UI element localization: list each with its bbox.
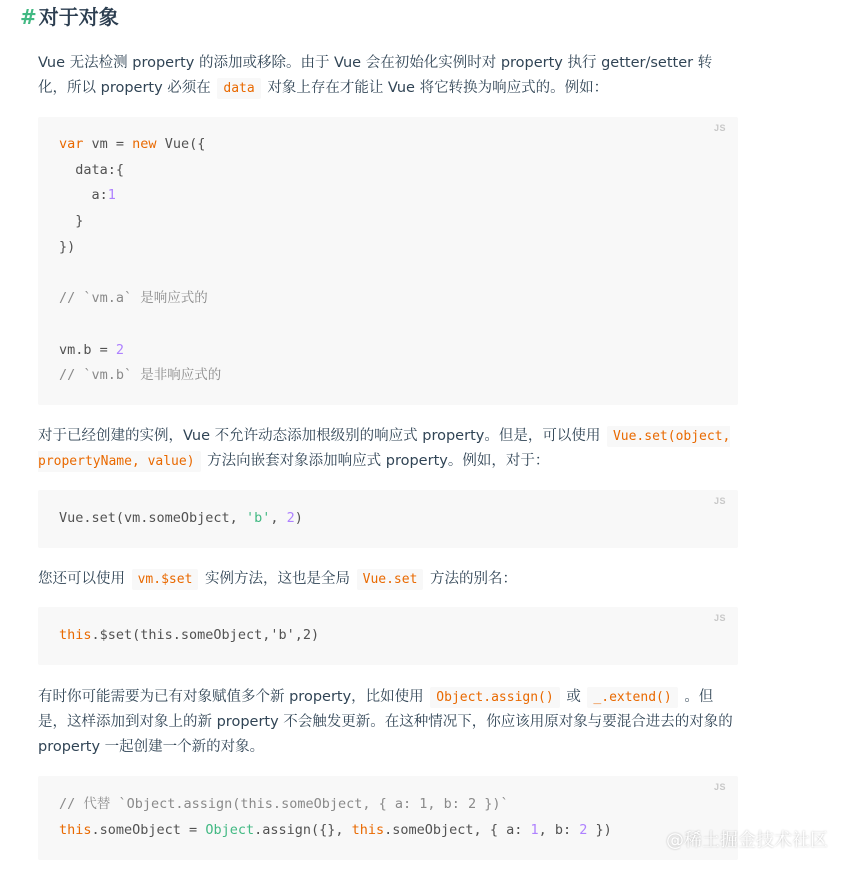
- inline-code-vue-set-global: Vue.set: [357, 569, 424, 590]
- inline-code-vm-set: vm.$set: [132, 569, 199, 590]
- inline-code-extend: _.extend(): [587, 687, 677, 708]
- code-text: ): [294, 510, 303, 526]
- code-text: a:: [59, 187, 108, 204]
- code-text: Vue.set(vm.someObject,: [59, 510, 246, 526]
- paragraph-text: 对象上存在才能让 Vue 将它转换为响应式的。例如：: [267, 80, 609, 96]
- code-language-label: JS: [713, 123, 726, 133]
- paragraph-intro: [38, 51, 738, 101]
- paragraph-vue-set: [38, 424, 738, 474]
- code-keyword: this: [59, 821, 92, 838]
- code-comment: // 代替 `Object.assign(this.someObject, { a: 1, b: 2 })`: [59, 796, 509, 812]
- code-keyword: new: [132, 136, 157, 152]
- code-keyword: this: [59, 627, 92, 643]
- code-language-label: JS: [713, 782, 726, 792]
- paragraph-text: 实例方法，这也是全局: [205, 571, 351, 587]
- code-text: , b:: [538, 821, 580, 838]
- code-number: 1: [530, 821, 539, 838]
- code-block-example-3: [38, 607, 738, 665]
- code-content: [38, 607, 738, 649]
- code-text: .assign({},: [254, 821, 352, 838]
- heading-title: 对于对象: [38, 5, 119, 29]
- code-text: vm =: [83, 136, 133, 152]
- paragraph-text: 有时你可能需要为已有对象赋值多个新 property，比如使用: [38, 689, 424, 705]
- inline-code-object-assign: Object.assign(): [430, 687, 559, 708]
- code-comment: // `vm.a` 是响应式的: [59, 290, 208, 307]
- code-text: .someObject, { a:: [384, 821, 531, 838]
- code-text: }: [59, 213, 84, 230]
- inline-code-vue-set: Vue.set(object, propertyName, value): [38, 426, 730, 472]
- heading-anchor-link[interactable]: #: [20, 5, 37, 29]
- paragraph-text: 方法的别名：: [430, 571, 518, 587]
- code-text: Vue({: [156, 136, 206, 152]
- code-block-example-2: [38, 490, 738, 548]
- code-text: vm.b =: [59, 341, 116, 358]
- code-text: data:{: [59, 161, 125, 178]
- code-comment: // `vm.b` 是非响应式的: [59, 367, 222, 384]
- code-string: 'b': [245, 510, 271, 526]
- code-text: }): [59, 238, 76, 255]
- code-number: 2: [286, 510, 295, 526]
- code-text: .$set(this.someObject,'b',2): [91, 627, 320, 643]
- paragraph-text: 或: [566, 689, 581, 705]
- code-text: .someObject =: [91, 821, 206, 838]
- code-keyword: var: [59, 136, 84, 152]
- section-heading: [20, 4, 119, 30]
- inline-code-data: data: [217, 78, 260, 99]
- paragraph-object-assign: [38, 685, 738, 760]
- paragraph-vm-set: [38, 567, 738, 592]
- code-block-example-4: [38, 776, 738, 860]
- code-content: [38, 490, 738, 532]
- paragraph-text: 。但是，这样添加到对象上的新 property 不会触发更新。在这种情况下，你应该用原对象与要混合进去的对象的 property 一起创建一个新的对象。: [38, 689, 733, 755]
- code-text: ,: [270, 510, 287, 526]
- code-language-label: JS: [713, 613, 726, 623]
- watermark: @稀土掘金技术社区: [666, 830, 828, 851]
- code-number: 2: [579, 821, 588, 838]
- paragraph-text: Vue 无法检测 property 的添加或移除。由于 Vue 会在初始化实例时对 property 执行 getter/setter 转化，所以 property 必须在: [38, 55, 713, 96]
- code-block-example-1: [38, 117, 738, 405]
- code-keyword: this: [351, 821, 385, 838]
- code-language-label: JS: [713, 496, 726, 506]
- code-builtin: Object: [205, 821, 255, 838]
- code-content: [38, 776, 738, 843]
- paragraph-text: 对于已经创建的实例，Vue 不允许动态添加根级别的响应式 property。但是，可以使用: [38, 428, 601, 444]
- code-content: [38, 117, 738, 389]
- paragraph-text: 方法向嵌套对象添加响应式 property。例如，对于：: [207, 453, 550, 469]
- code-number: 2: [115, 341, 125, 358]
- code-text: }): [587, 821, 612, 838]
- paragraph-text: 您还可以使用: [38, 571, 125, 587]
- code-number: 1: [107, 187, 116, 204]
